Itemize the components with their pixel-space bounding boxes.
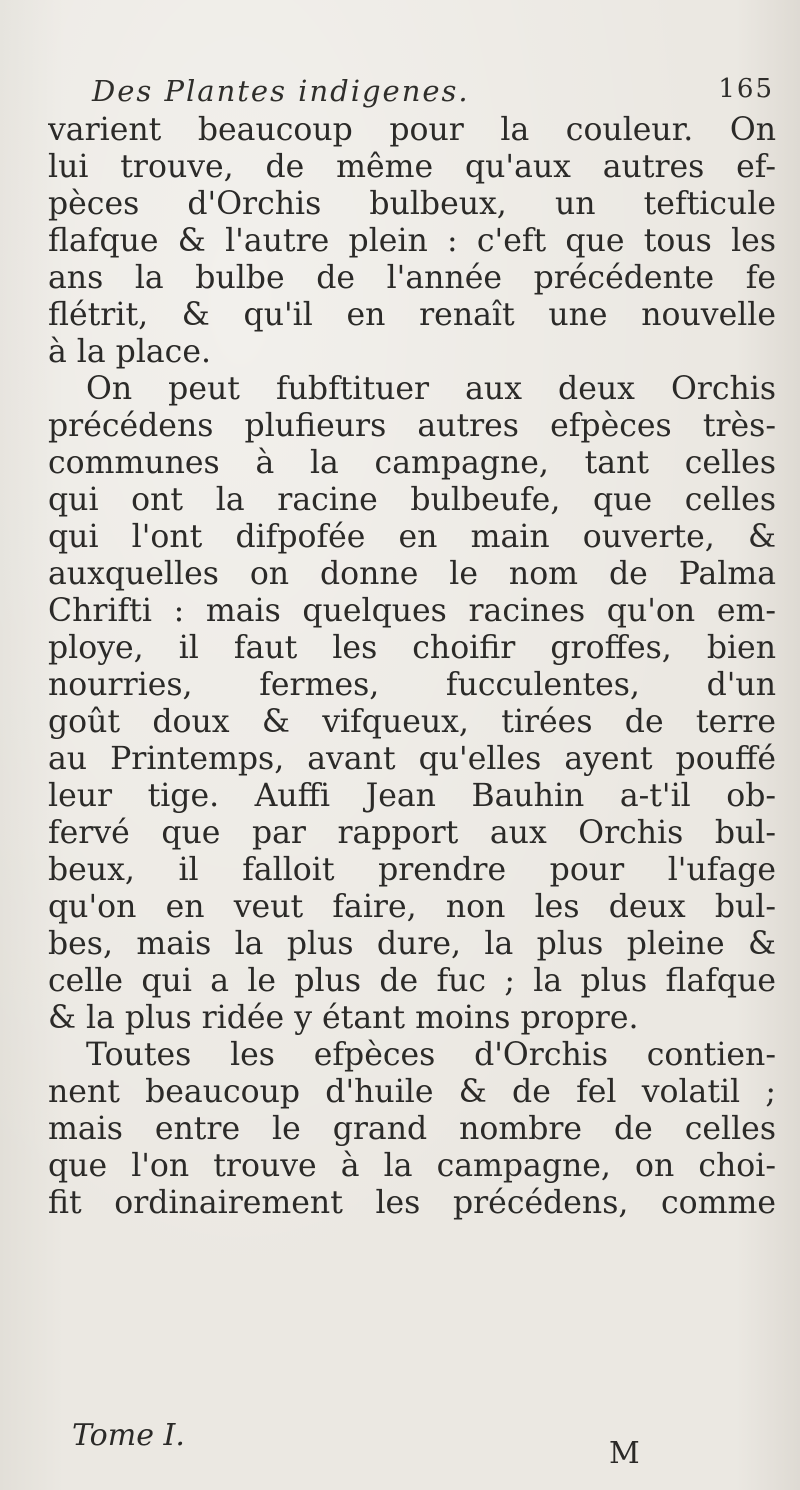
text-line: nourries, fermes, fucculentes, d'un — [48, 667, 776, 703]
text-line: lui trouve, de même qu'aux autres ef- — [48, 149, 776, 185]
text-line: au Printemps, avant qu'elles ayent pouffé — [48, 741, 776, 777]
text-line: pèces d'Orchis bulbeux, un tefticule — [48, 186, 776, 222]
text-line: goût doux & vifqueux, tirées de terre — [48, 704, 776, 740]
text-line: flétrit, & qu'il en renaît une nouvelle — [48, 297, 776, 333]
body-text — [48, 112, 776, 1222]
text-line: qu'on en veut faire, non les deux bul- — [48, 889, 776, 925]
page-number: 165 — [718, 74, 774, 104]
text-line: nent beaucoup d'huile & de fel volatil ; — [48, 1074, 776, 1110]
text-line: qui ont la racine bulbeufe, que celles — [48, 482, 776, 518]
text-line: ans la bulbe de l'année précédente fe — [48, 260, 776, 296]
text-line: leur tige. Auffi Jean Bauhin a-t'il ob- — [48, 778, 776, 814]
text-line: flafque & l'autre plein : c'eft que tous les — [48, 223, 776, 259]
text-line: celle qui a le plus de fuc ; la plus flafque — [48, 963, 776, 999]
volume-label: Tome I. — [72, 1418, 185, 1453]
running-head-title: Des Plantes indigenes. — [92, 74, 470, 108]
signature-mark: M — [609, 1436, 640, 1471]
text-line: précédens plufieurs autres efpèces très- — [48, 408, 776, 444]
text-line: Chrifti : mais quelques racines qu'on em- — [48, 593, 776, 629]
paragraph-start: On peut fubftituer aux deux Orchis — [86, 371, 776, 407]
text-line: varient beaucoup pour la couleur. On — [48, 112, 776, 148]
text-line: communes à la campagne, tant celles — [48, 445, 776, 481]
paragraph-start: Toutes les efpèces d'Orchis contien- — [86, 1037, 776, 1073]
page-footer — [72, 1418, 732, 1478]
text-line: fit ordinairement les précédens, comme — [48, 1185, 776, 1221]
text-line: & la plus ridée y étant moins propre. — [48, 1000, 639, 1036]
text-line: beux, il falloit prendre pour l'ufage — [48, 852, 776, 888]
text-line: bes, mais la plus dure, la plus pleine & — [48, 926, 776, 962]
text-line: ploye, il faut les choifir groffes, bien — [48, 630, 776, 666]
text-line: fervé que par rapport aux Orchis bul- — [48, 815, 776, 851]
text-line: à la place. — [48, 334, 211, 370]
text-line: qui l'ont difpofée en main ouverte, & — [48, 519, 776, 555]
running-head — [92, 74, 782, 114]
text-line: que l'on trouve à la campagne, on choi- — [48, 1148, 776, 1184]
text-line: mais entre le grand nombre de celles — [48, 1111, 776, 1147]
text-line: auxquelles on donne le nom de Palma — [48, 556, 776, 592]
